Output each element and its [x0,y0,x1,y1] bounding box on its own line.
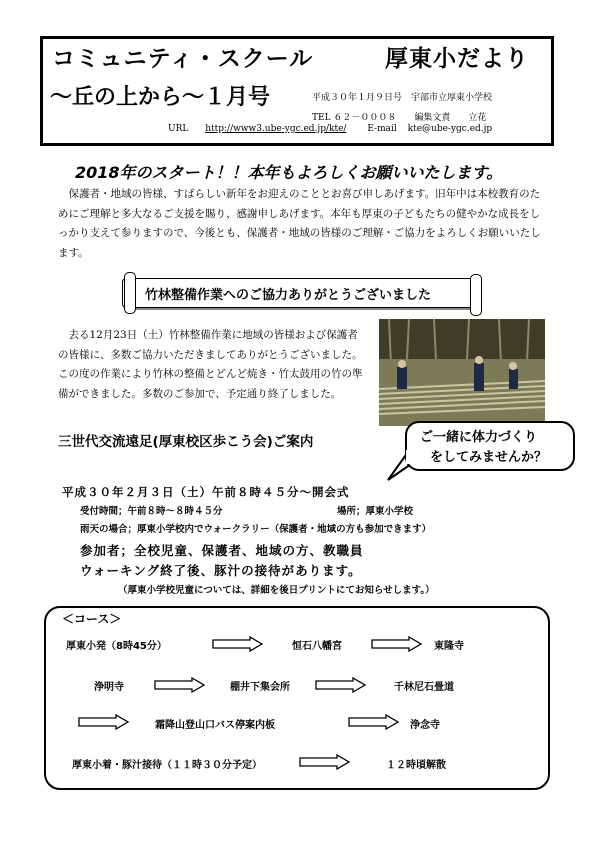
bubble-text-line2: をしてみませんか？ [430,450,548,465]
url-label: URL [168,124,189,134]
speech-bubble-tail-mask [398,450,418,466]
new-year-headline: 2018年のスタート！！本年もよろしくお願いいたします。 [75,163,503,182]
course-arrow-2 [371,636,423,652]
reception-time: 受付時間；午前８時～８時４５分 [80,506,223,517]
course-stop-dismiss: １２時頃解散 [386,760,446,771]
bubble-text-line1: ご一緒に体力づくり [420,430,538,445]
course-arrow-1 [212,636,264,652]
course-arrow-6 [348,714,400,730]
course-stop-toryuji: 東隆寺 [434,641,464,652]
walk-event-title: 三世代交流遠足(厚東校区歩こう会)ご案内 [58,434,314,450]
student-note: （厚東小学校児童については、詳細を後日プリントにてお知らせします。） [118,585,435,596]
course-stop-tanaishimo: 棚井下集会所 [230,682,290,693]
scroll-curl-left [124,272,136,314]
after-walk-note: ウォーキング終了後、豚汁の接待があります。 [80,563,362,578]
rain-plan: 雨天の場合；厚東小学校内でウォークラリー（保護者・地域の方も参加できます） [80,524,432,535]
course-stop-tsuneishi-hachimangu: 恒石八幡宮 [292,641,342,652]
course-stop-shimofuriyama-sign: 霜降山登山口バス停案内板 [155,720,275,731]
course-stop-jonenji: 浄念寺 [410,720,440,731]
course-arrow-5 [78,714,130,730]
event-date: 平成３０年２月３日（土）午前８時４５分～開会式 [62,485,350,499]
email-address: kte@ube-ygc.ed.jp [407,124,493,134]
email-label: E-mail [367,124,397,134]
contact-line [168,124,492,134]
course-arrow-3 [154,677,206,693]
course-stop-senrinni-stone-path: 千林尼石畳道 [394,682,454,693]
course-arrow-4 [315,677,367,693]
school-newsletter-name: 厚東小だより [385,46,529,72]
newsletter-title: コミュニティ・スクール [52,46,314,72]
scroll-curl-right [470,274,482,316]
course-arrow-7 [299,754,351,770]
tel-info: TEL ６２－０００８ 編集文責 立花 [312,113,487,123]
school-url-link[interactable]: http://www3.ube-ygc.ed.jp/kte/ [205,124,347,134]
participants: 参加者；全校児童、保護者、地域の方、教職員 [80,543,364,558]
issue-subtitle: ～丘の上から～１月号 [50,85,271,110]
bamboo-report-text: 去る12月23日（土）竹林整備作業に地域の皆様および保護者の皆様に、多数ご協力いただきましてありがとうございました。この度の作業により竹林の整備とどんど焼き・竹太鼓用の竹の準備ができました。多数のご参加で、予定通り終了しました。 [58,329,363,400]
course-stop-return: 厚東小着・豚汁接待（１１時３０分予定） [72,760,262,771]
bamboo-banner-text: 竹林整備作業へのご協力ありがとうございました [145,288,432,303]
new-year-greeting: 保護者・地域の皆様、すばらしい新年をお迎えのこととお喜び申しあげます。旧年中は本校教育のためにご理解と多大なるご支援を賜り、感謝申しあげます。本年も厚東の子どもたちの健やかな成長をしっかり支えて参りますので、今後とも、保護者・地域の皆様のご理解・ご協力をよろしくお願いいたします。 [58,188,541,259]
bamboo-work-photo [379,319,545,426]
course-label: ＜コース＞ [62,612,122,626]
course-stop-jomyoji: 浄明寺 [94,682,124,693]
reception-place: 場所；厚東小学校 [337,506,414,517]
course-stop-start: 厚東小発（8時45分） [66,641,167,652]
issue-info: 平成３０年１月９日号 宇部市立厚東小学校 [312,93,493,103]
